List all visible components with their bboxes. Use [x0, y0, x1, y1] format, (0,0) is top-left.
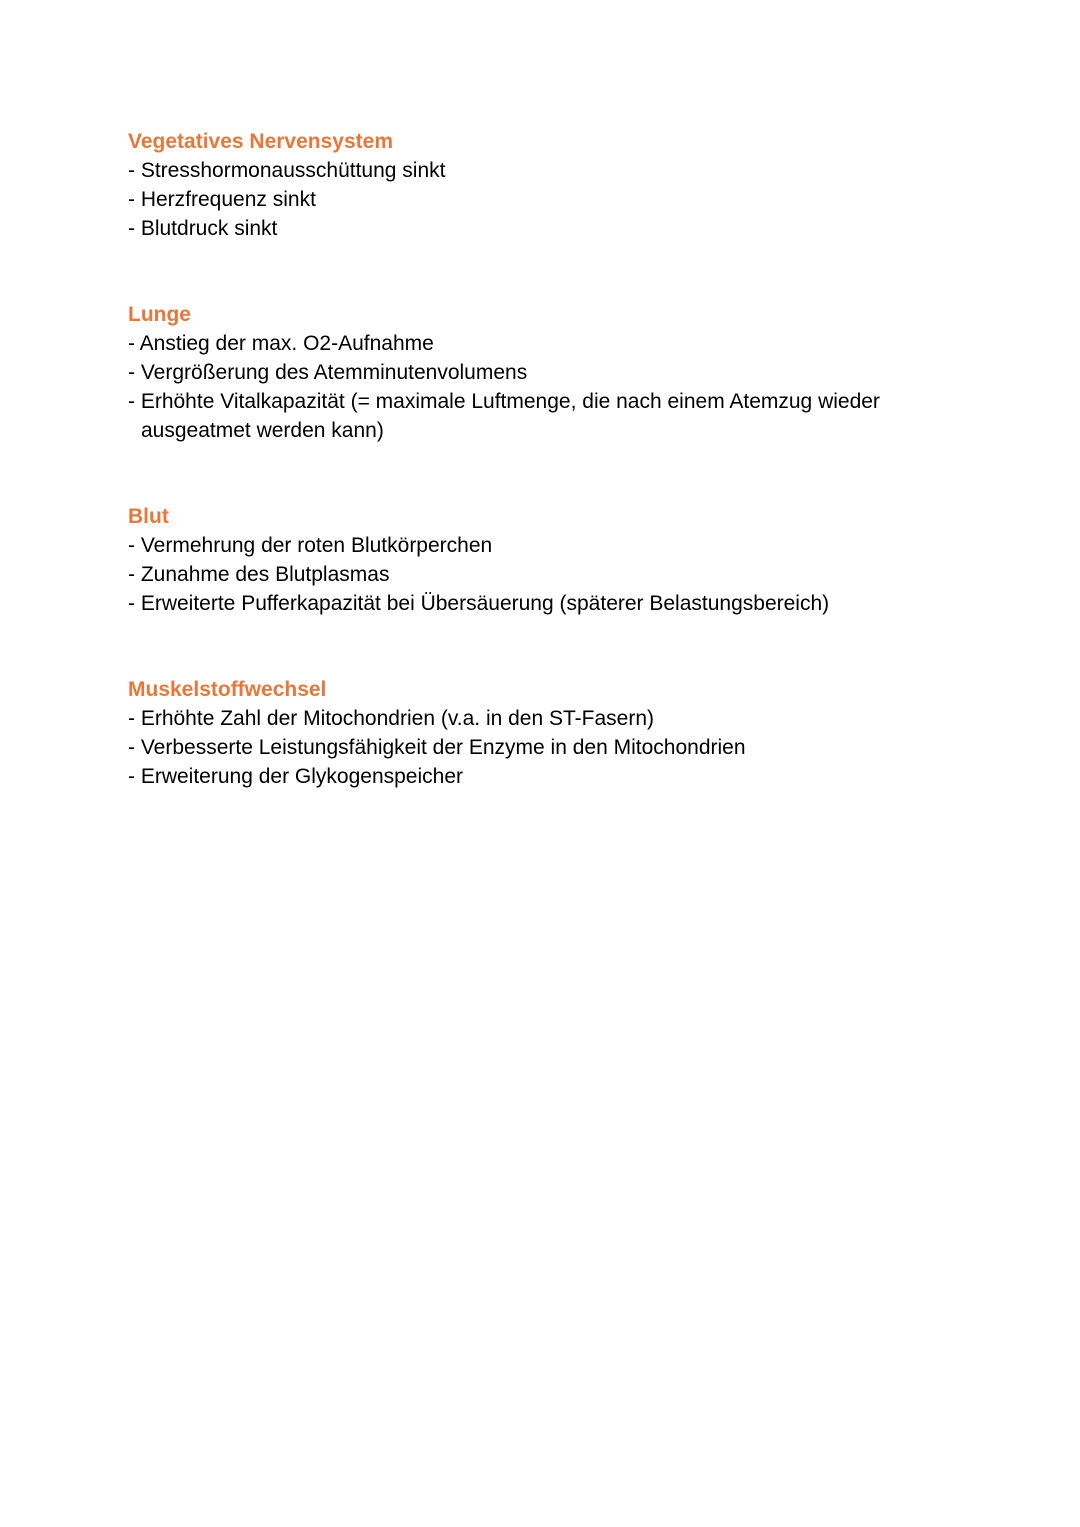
section-title: Lunge: [128, 303, 191, 326]
list-item: - Erweiterte Pufferkapazität bei Übersäuerung (späterer Belastungsbereich): [128, 592, 830, 615]
section-lunge: [128, 300, 928, 445]
section-title: Muskelstoffwechsel: [128, 678, 327, 701]
section-muskelstoffwechsel: [128, 675, 928, 791]
list-item: - Verbesserte Leistungsfähigkeit der Enzyme in den Mitochondrien: [128, 736, 746, 759]
bullet-list: [128, 704, 928, 791]
list-item: - Vermehrung der roten Blutkörperchen: [128, 534, 493, 557]
bullet-list: [128, 156, 928, 243]
list-item: - Erweiterung der Glykogenspeicher: [128, 765, 463, 788]
list-item: - Erhöhte Vitalkapazität (= maximale Luftmenge, die nach einem Atemzug wieder ausgeatmet werden kann): [128, 390, 880, 442]
section-vegetatives-nervensystem: [128, 127, 928, 243]
document-page: [128, 127, 928, 848]
bullet-list: [128, 329, 928, 445]
list-item: - Vergrößerung des Atemminutenvolumens: [128, 361, 528, 384]
section-title: Blut: [128, 505, 169, 528]
list-item: - Blutdruck sinkt: [128, 217, 278, 240]
list-item: - Stresshormonausschüttung sinkt: [128, 159, 446, 182]
list-item: - Erhöhte Zahl der Mitochondrien (v.a. in den ST-Fasern): [128, 707, 655, 730]
section-title: Vegetatives Nervensystem: [128, 130, 393, 153]
list-item: - Zunahme des Blutplasmas: [128, 563, 390, 586]
list-item: - Anstieg der max. O2-Aufnahme: [128, 332, 434, 355]
section-blut: [128, 502, 928, 618]
bullet-list: [128, 531, 928, 618]
list-item: - Herzfrequenz sinkt: [128, 188, 316, 211]
